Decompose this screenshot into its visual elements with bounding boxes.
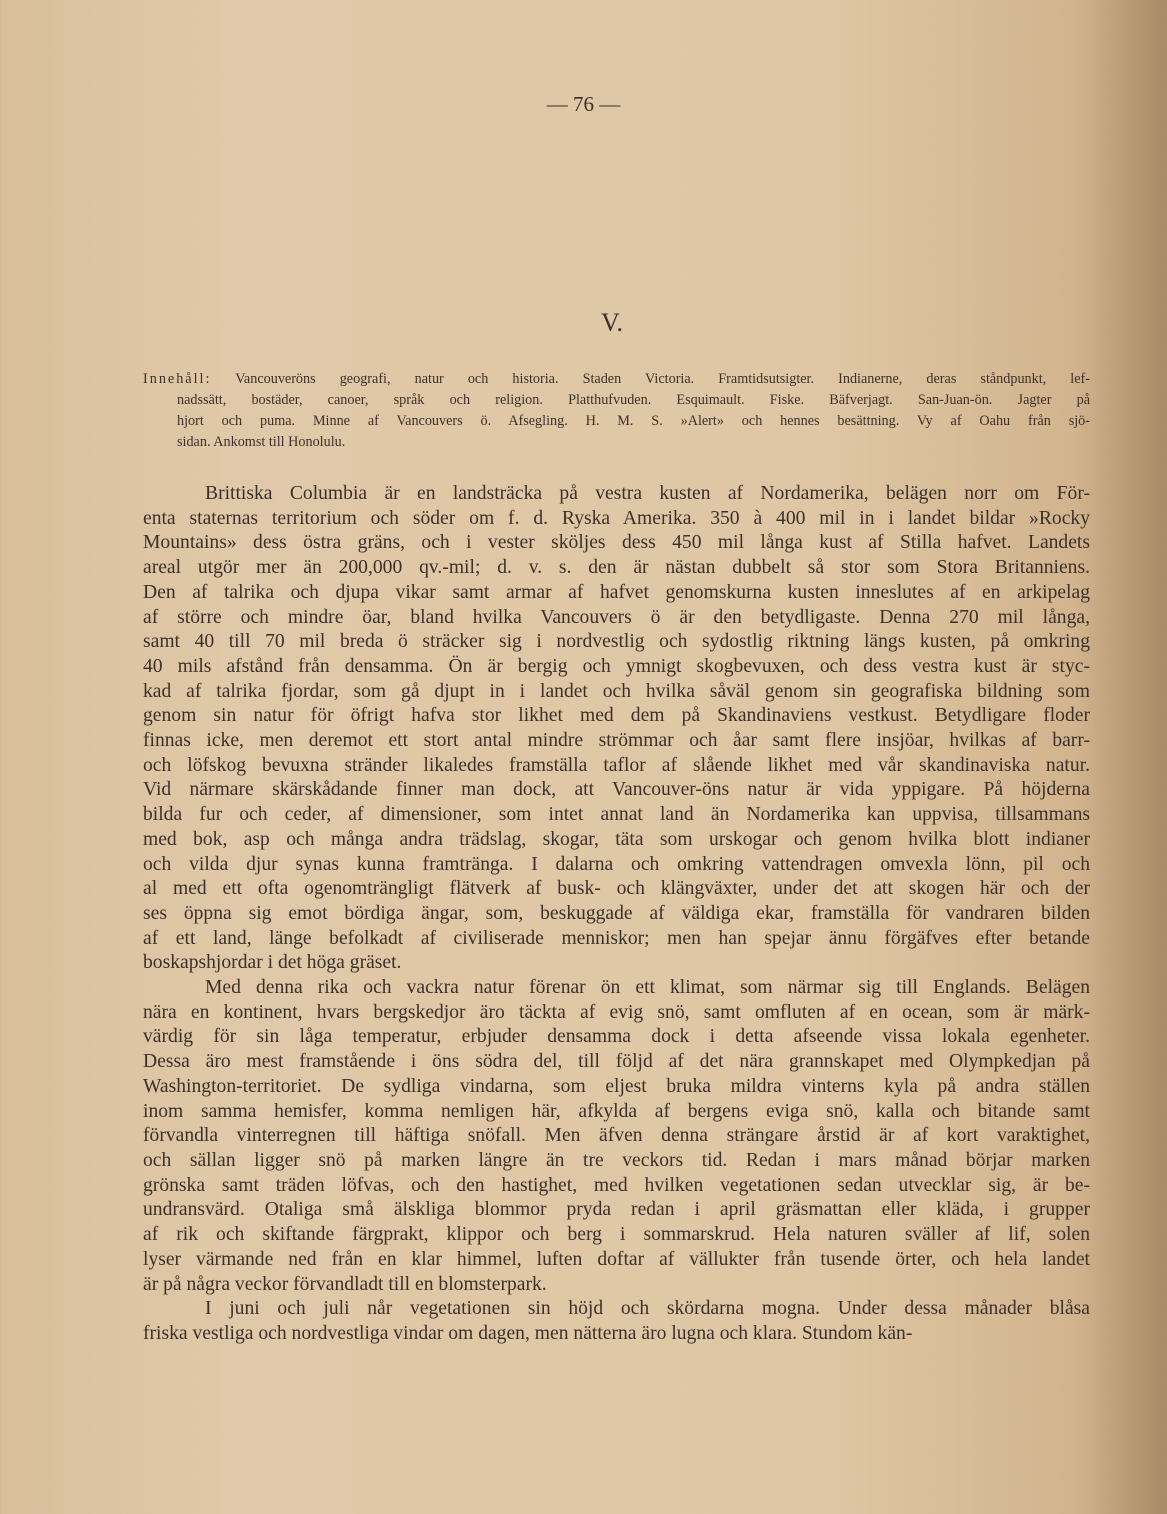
text-line: enta staternas territorium och söder om f. d. Ryska Amerika. 350 à 400 mil in i landet bildar »Rocky (143, 507, 1090, 529)
paragraph (143, 482, 1090, 976)
text-line: förvandla vinterregnen till häftiga snöfall. Men äfven denna strängare årstid är af kort varaktighet, (143, 1125, 1090, 1147)
text-line: grönska samt träden löfvas, och den hastighet, med hvilken vegetationen sedan utvecklar sig, är be- (143, 1174, 1090, 1196)
text-line: areal utgör mer än 200,000 qv.-mil; d. v. s. den är nästan dubbelt så stor som Stora Britanniens. (143, 557, 1090, 579)
text-line: inom samma hemisfer, komma nemligen här, afkylda af bergens eviga snö, kalla och bitande samt (143, 1100, 1090, 1122)
contents-line (143, 369, 1090, 390)
text-line: af större och mindre öar, bland hvilka Vancouvers ö är den betydligaste. Denna 270 mil långa, (143, 606, 1090, 628)
text-line: lyser värmande ned från en klar himmel, luften doftar af vällukter från tusende örter, och hela landet (143, 1248, 1090, 1270)
text-line: samt 40 till 70 mil breda ö sträcker sig i nordvestlig och sydostlig riktning längs kusten, på omkring (143, 631, 1090, 653)
text-line: genom sin natur för öfrigt hafva stor likhet med dem på Skandinaviens vestkust. Betydligare floder (143, 705, 1090, 727)
paragraph (143, 1297, 1090, 1346)
paragraph (143, 976, 1090, 1297)
text-line: 40 mils afstånd från densamma. Ön är bergig och ymnigt skogbevuxen, och dess vestra kust är styc- (143, 655, 1090, 677)
text-line: Den af talrika och djupa vikar samt armar af hafvet genomskurna kusten inneslutes af en arkipelag (143, 581, 1090, 603)
text-line: Dessa äro mest framstående i öns södra del, till följd af det nära grannskapet med Olympkedjan på (143, 1051, 1090, 1073)
text-line: ses öppna sig emot bördiga ängar, som, beskuggade af väldiga ekar, framställa för vandraren bilden (143, 902, 1090, 924)
contents-line: sidan. Ankomst till Honolulu. (177, 434, 346, 450)
contents-text: Vancouveröns geografi, natur och historia. Staden Victoria. Framtidsutsigter. Indianerne, deras ståndpunkt, lef- (235, 371, 1090, 387)
text-line: Brittiska Columbia är en landsträcka på vestra kusten af Nordamerika, belägen norr om För- (205, 483, 1090, 504)
text-line: boskapshjordar i det höga gräset. (143, 952, 402, 974)
text-line: och vilda djur synas kunna framtränga. I dalarna och omkring vattendragen omvexla lönn, pil och (143, 853, 1090, 875)
text-line: Med denna rika och vackra natur förenar ön ett klimat, som närmar sig till Englands. Belägen (205, 977, 1090, 999)
text-line: nära en kontinent, hvars bergskedjor äro täckta af evig snö, samt omfluten af en ocean, som är märk- (143, 1001, 1090, 1023)
text-line: och löfskog bevuxna stränder likaledes framställa taflor af slående likhet med vår skandinaviska natur. (143, 754, 1090, 776)
contents-line: hjort och puma. Minne af Vancouvers ö. Afsegling. H. M. S. »Alert» och hennes besättning. Vy af Oahu från sjö- (177, 413, 1090, 429)
text-line: I juni och juli når vegetationen sin höjd och skördarna mogna. Under dessa månader blåsa (205, 1298, 1090, 1320)
text-line: med bok, asp och många andra trädslag, skogar, täta som urskogar och genom hvilka blott indianer (143, 828, 1090, 850)
text-line: undransvärd. Otaliga små älskliga blommor pryda redan i april gräsmattan eller kläda, i grupper (143, 1199, 1090, 1221)
text-line: af ett land, länge befolkadt af civiliserade menniskor; men han spejar ännu förgäfves efter betande (143, 927, 1090, 949)
text-line: Washington-territoriet. De sydliga vindarna, som eljest bruka mildra vinterns kyla på andra ställen (143, 1075, 1090, 1097)
text-line: finnas icke, men deremot ett stort antal mindre strömmar och åar samt flere insjöar, hvilkas af barr- (143, 730, 1090, 752)
contents-label: Innehåll: (143, 371, 212, 387)
text-line: Vid närmare skärskådande finner man dock, att Vancouver-öns natur är vida yppigare. På höjderna (143, 779, 1090, 801)
text-line: kad af talrika fjordar, som gå djupt in i landet och hvilka såväl genom sin geografiska bildning som (143, 680, 1090, 702)
text-line: friska vestliga och nordvestliga vindar om dagen, men nätterna äro lugna och klara. Stundom kän- (143, 1322, 913, 1344)
chapter-heading: V. (601, 308, 623, 337)
contents-line: nadssätt, bostäder, canoer, språk och religion. Platthufvuden. Esquimault. Fiske. Bäfverjagt. San-Juan-ön. Jagter på (177, 392, 1090, 408)
chapter-contents-summary (143, 369, 1090, 453)
text-line: och sällan ligger snö på marken längre än tre veckors tid. Redan i mars månad börjar marken (143, 1149, 1090, 1171)
body-text (143, 482, 1090, 1347)
text-line: al med ett ofta ogenomträngligt flätverk af busk- och klängväxter, under det att skogen här och der (143, 878, 1090, 900)
text-line: värdig för sin låga temperatur, erbjuder densamma dock i detta afseende vissa lokala egenheter. (143, 1026, 1090, 1048)
text-line: af rik och skiftande färgprakt, klippor och berg i sommarskrud. Hela naturen sväller af lif, solen (143, 1224, 1090, 1246)
text-line: Mountains» dess östra gräns, och i vester sköljes dess 450 mil långa kust af Stilla hafvet. Landets (143, 532, 1090, 554)
page-number: — 76 — (546, 92, 621, 116)
text-line: är på några veckor förvandladt till en blomsterpark. (143, 1273, 547, 1295)
text-line: bilda fur och ceder, af dimensioner, som intet annat land än Nordamerika kan uppvisa, tillsammans (143, 804, 1090, 826)
